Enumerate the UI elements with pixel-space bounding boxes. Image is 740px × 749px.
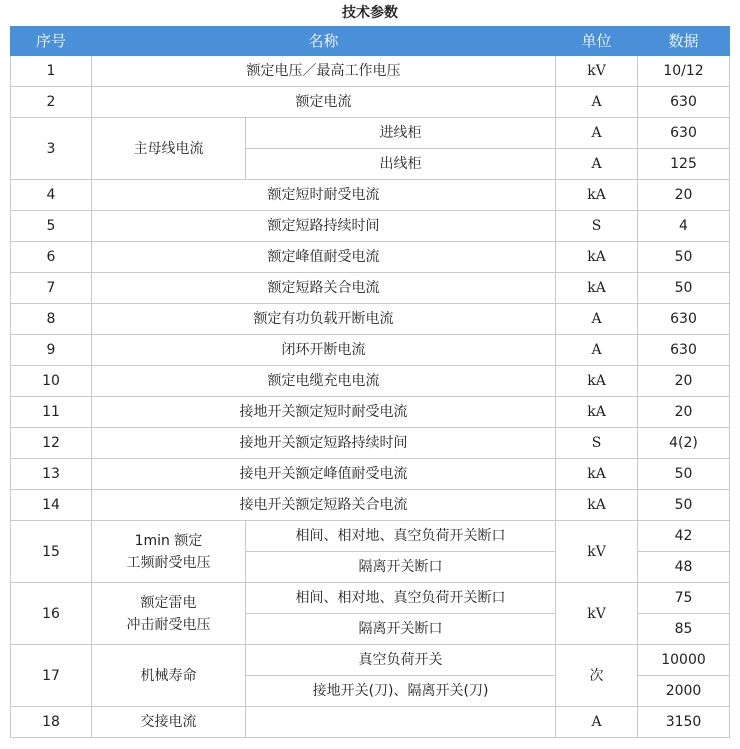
table-row: [11, 180, 730, 211]
row-value: 630: [638, 87, 730, 118]
row-unit: A: [556, 707, 638, 738]
row-subname: 相间、相对地、真空负荷开关断口: [246, 521, 556, 552]
row-name: 额定短路持续时间: [92, 211, 556, 242]
row-unit: A: [556, 149, 638, 180]
row-name: [92, 583, 246, 645]
row-unit: kA: [556, 397, 638, 428]
row-unit: A: [556, 118, 638, 149]
row-seq: 4: [11, 180, 92, 211]
row-value: 20: [638, 397, 730, 428]
row-value: 125: [638, 149, 730, 180]
row-value: 2000: [638, 676, 730, 707]
table-row: [11, 707, 730, 738]
row-seq: 11: [11, 397, 92, 428]
row-value: 10/12: [638, 56, 730, 87]
row-unit: A: [556, 335, 638, 366]
row-seq: 2: [11, 87, 92, 118]
table-row: [11, 304, 730, 335]
row-seq: 13: [11, 459, 92, 490]
row-unit: A: [556, 304, 638, 335]
row-seq: 14: [11, 490, 92, 521]
row-subname: 真空负荷开关: [246, 645, 556, 676]
row-value: 50: [638, 459, 730, 490]
row-name: 额定电压／最高工作电压: [92, 56, 556, 87]
table-row: [11, 645, 730, 676]
row-name: 机械寿命: [92, 645, 246, 707]
spec-table: [10, 26, 730, 738]
table-row: [11, 273, 730, 304]
row-unit: kA: [556, 490, 638, 521]
header-name: 名称: [92, 27, 556, 56]
table-row: [11, 521, 730, 552]
row-unit: kA: [556, 242, 638, 273]
row-unit: kV: [556, 521, 638, 583]
header-value: 数据: [638, 27, 730, 56]
row-name: 接地开关额定短路持续时间: [92, 428, 556, 459]
row-unit: S: [556, 211, 638, 242]
row-value: 630: [638, 335, 730, 366]
row-name: 接电开关额定峰值耐受电流: [92, 459, 556, 490]
row-value: 48: [638, 552, 730, 583]
table-row: [11, 242, 730, 273]
row-value: 10000: [638, 645, 730, 676]
header-row: [11, 27, 730, 56]
row-value: 630: [638, 118, 730, 149]
row-name: 额定电流: [92, 87, 556, 118]
row-value: 630: [638, 304, 730, 335]
row-name-line1: 额定雷电: [140, 594, 197, 611]
row-unit: kV: [556, 583, 638, 645]
row-seq: 1: [11, 56, 92, 87]
row-unit: S: [556, 428, 638, 459]
row-value: 75: [638, 583, 730, 614]
row-subname: 相间、相对地、真空负荷开关断口: [246, 583, 556, 614]
row-name-line2: 冲击耐受电压: [126, 616, 211, 633]
row-seq: 17: [11, 645, 92, 707]
row-name: 额定短路关合电流: [92, 273, 556, 304]
row-subname-empty: [246, 707, 556, 738]
row-value: 42: [638, 521, 730, 552]
table-row: [11, 459, 730, 490]
row-value: 50: [638, 490, 730, 521]
row-seq: 7: [11, 273, 92, 304]
row-name: 主母线电流: [92, 118, 246, 180]
row-subname: 隔离开关断口: [246, 552, 556, 583]
row-seq: 18: [11, 707, 92, 738]
row-name: 交接电流: [92, 707, 246, 738]
row-unit: 次: [556, 645, 638, 707]
row-value: 85: [638, 614, 730, 645]
row-value: 50: [638, 242, 730, 273]
row-name: 额定电缆充电电流: [92, 366, 556, 397]
table-row: [11, 87, 730, 118]
table-row: [11, 583, 730, 614]
row-seq: 12: [11, 428, 92, 459]
table-title: 技术参数: [342, 5, 398, 21]
row-seq: 6: [11, 242, 92, 273]
table-row: [11, 490, 730, 521]
row-seq: 3: [11, 118, 92, 180]
row-value: 4(2): [638, 428, 730, 459]
row-name: 额定峰值耐受电流: [92, 242, 556, 273]
row-unit: A: [556, 87, 638, 118]
row-name-line2: 工频耐受电压: [126, 554, 211, 571]
row-seq: 10: [11, 366, 92, 397]
row-name: 额定有功负载开断电流: [92, 304, 556, 335]
row-seq: 16: [11, 583, 92, 645]
row-name: 接电开关额定短路关合电流: [92, 490, 556, 521]
row-value: 20: [638, 180, 730, 211]
row-seq: 8: [11, 304, 92, 335]
table-row: [11, 118, 730, 149]
row-value: 20: [638, 366, 730, 397]
table-row: [11, 366, 730, 397]
table-row: [11, 211, 730, 242]
row-unit: kA: [556, 180, 638, 211]
row-seq: 5: [11, 211, 92, 242]
row-subname: 接地开关(刀)、隔离开关(刀): [246, 676, 556, 707]
row-subname: 进线柜: [246, 118, 556, 149]
row-name: 接地开关额定短时耐受电流: [92, 397, 556, 428]
table-row: [11, 428, 730, 459]
row-unit: kA: [556, 459, 638, 490]
row-seq: 15: [11, 521, 92, 583]
table-row: [11, 56, 730, 87]
header-unit: 单位: [556, 27, 638, 56]
row-value: 3150: [638, 707, 730, 738]
row-subname: 出线柜: [246, 149, 556, 180]
row-unit: kA: [556, 273, 638, 304]
row-seq: 9: [11, 335, 92, 366]
row-value: 50: [638, 273, 730, 304]
table-row: [11, 397, 730, 428]
row-name: [92, 521, 246, 583]
row-name: 额定短时耐受电流: [92, 180, 556, 211]
row-subname: 隔离开关断口: [246, 614, 556, 645]
row-value: 4: [638, 211, 730, 242]
header-seq: 序号: [11, 27, 92, 56]
row-unit: kV: [556, 56, 638, 87]
row-unit: kA: [556, 366, 638, 397]
table-row: [11, 335, 730, 366]
row-name-line1: 1min 额定: [134, 532, 203, 549]
row-name: 闭环开断电流: [92, 335, 556, 366]
